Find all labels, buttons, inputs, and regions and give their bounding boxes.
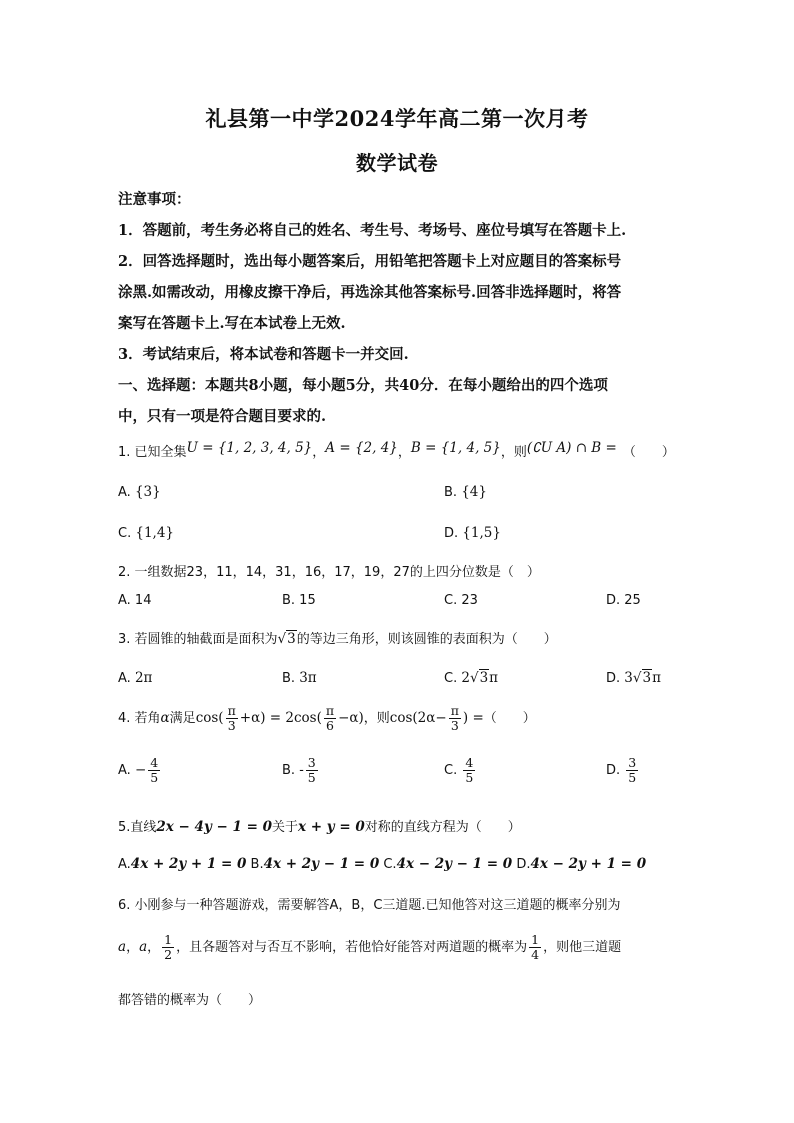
question-1-set-b: B = {1, 4, 5} (410, 440, 501, 456)
question-6-line-3: 都答错的概率为（ ） (118, 993, 262, 1008)
question-2-option-d: D. 25 (606, 593, 641, 608)
question-4-option-d: D. $\frac{3}{5}$ (606, 755, 637, 785)
question-1-text-b: ，则 (500, 445, 527, 460)
question-5-option-d: D.4x − 2y + 1 = 0 (516, 856, 647, 872)
question-3-option-a: A. 2π (118, 670, 153, 686)
question-3-option-d: D. 3√3π (606, 670, 661, 686)
notice-heading: 注意事项： (118, 191, 191, 208)
question-4-stem: 4. 若角α满足cos( $\frac{\pi}{3}$ +α) = 2cos( $\frac{\pi}{6}$ −α)，则cos(2α− $\frac{\pi}{3}$ ) =（ ） (118, 703, 536, 733)
question-5-option-c: C.4x − 2y − 1 = 0 (383, 856, 513, 872)
question-3-option-b: B. 3π (282, 670, 317, 686)
question-5-option-a: A.4x + 2y + 1 = 0 (118, 856, 247, 872)
question-2-stem: 2. 一组数据23，11，14，31，16，17，19，27的上四分位数是（ ） (118, 565, 540, 580)
notice-item-2-line-3: 案写在答题卡上.写在本试卷上无效. (118, 315, 346, 332)
question-2-option-b: B. 15 (282, 593, 316, 608)
question-1-option-d: D. {1,5} (444, 525, 501, 541)
question-4-option-c: C. $\frac{4}{5}$ (444, 755, 474, 785)
question-4-option-b: B. - $\frac{3}{5}$ (282, 755, 316, 785)
question-1-set-u: U = {1, 2, 3, 4, 5} (186, 440, 313, 456)
question-1-text: 1. 已知全集 (118, 445, 187, 460)
exam-subtitle: 数学试卷 (356, 151, 438, 175)
notice-item-2-line-2: 涂黑.如需改动，用橡皮擦干净后，再选涂其他答案标号.回答非选择题时，将答 (118, 284, 622, 301)
section-heading-line-1: 一、选择题：本题共8小题，每小题5分，共40分．在每小题给出的四个选项 (118, 377, 608, 394)
section-heading-line-2: 中，只有一项是符合题目要求的. (118, 408, 327, 425)
question-1-set-a: A = {2, 4} (325, 440, 398, 456)
exam-title: 礼县第一中学2024学年高二第一次月考 (205, 106, 589, 131)
question-2-option-a: A. 14 (118, 593, 152, 608)
question-1-option-c: C. {1,4} (118, 525, 175, 541)
question-6-line-2: a，a， $\frac{1}{2}$ ，且各题答对与否互不影响，若他恰好能答对两道题的概率为 $\frac{1}{4}$ ，则他三道题 (118, 932, 622, 962)
question-6-line-1: 6. 小刚参与一种答题游戏，需要解答A，B，C三道题.已知他答对这三道题的概率分别为 (118, 898, 621, 913)
question-5-options (118, 856, 688, 872)
notice-item-3: 3．考试结束后，将本试卷和答题卡一并交回. (118, 346, 409, 363)
question-4-equation: cos( $\frac{\pi}{3}$ +α) = 2cos( $\frac{\pi}{6}$ −α) (195, 703, 364, 733)
notice-item-1: 1．答题前，考生务必将自己的姓名、考生号、考场号、座位号填写在答题卡上. (118, 222, 627, 239)
question-3-sqrt: √3 (277, 631, 296, 647)
question-1-answer-paren: （ ） (622, 445, 675, 460)
question-4-target: cos(2α− $\frac{\pi}{3}$ ) = (389, 703, 484, 733)
question-1-stem: 1. 已知全集U = {1, 2, 3, 4, 5}，A = {2, 4}，B = {1, 4, 5}，则(∁U A) ∩ B = （ ） (118, 440, 675, 460)
question-4-option-a: A. − $\frac{4}{5}$ (118, 755, 159, 785)
question-5-stem: 5.直线2x − 4y − 1 = 0关于x + y = 0对称的直线方程为（ ） (118, 819, 521, 835)
question-1-option-a: A. {3} (118, 484, 161, 500)
question-2-option-c: C. 23 (444, 593, 478, 608)
question-1-expression: (∁U A) ∩ B = (526, 440, 617, 456)
question-3-stem: 3. 若圆锥的轴截面是面积为√3的等边三角形，则该圆锥的表面积为（ ） (118, 631, 557, 647)
question-5-option-b: B.4x + 2y − 1 = 0 (250, 856, 380, 872)
question-3-option-c: C. 2√3π (444, 670, 499, 686)
notice-item-2-line-1: 2．回答选择题时，选出每小题答案后，用铅笔把答题卡上对应题目的答案标号 (118, 253, 622, 270)
question-1-option-b: B. {4} (444, 484, 487, 500)
